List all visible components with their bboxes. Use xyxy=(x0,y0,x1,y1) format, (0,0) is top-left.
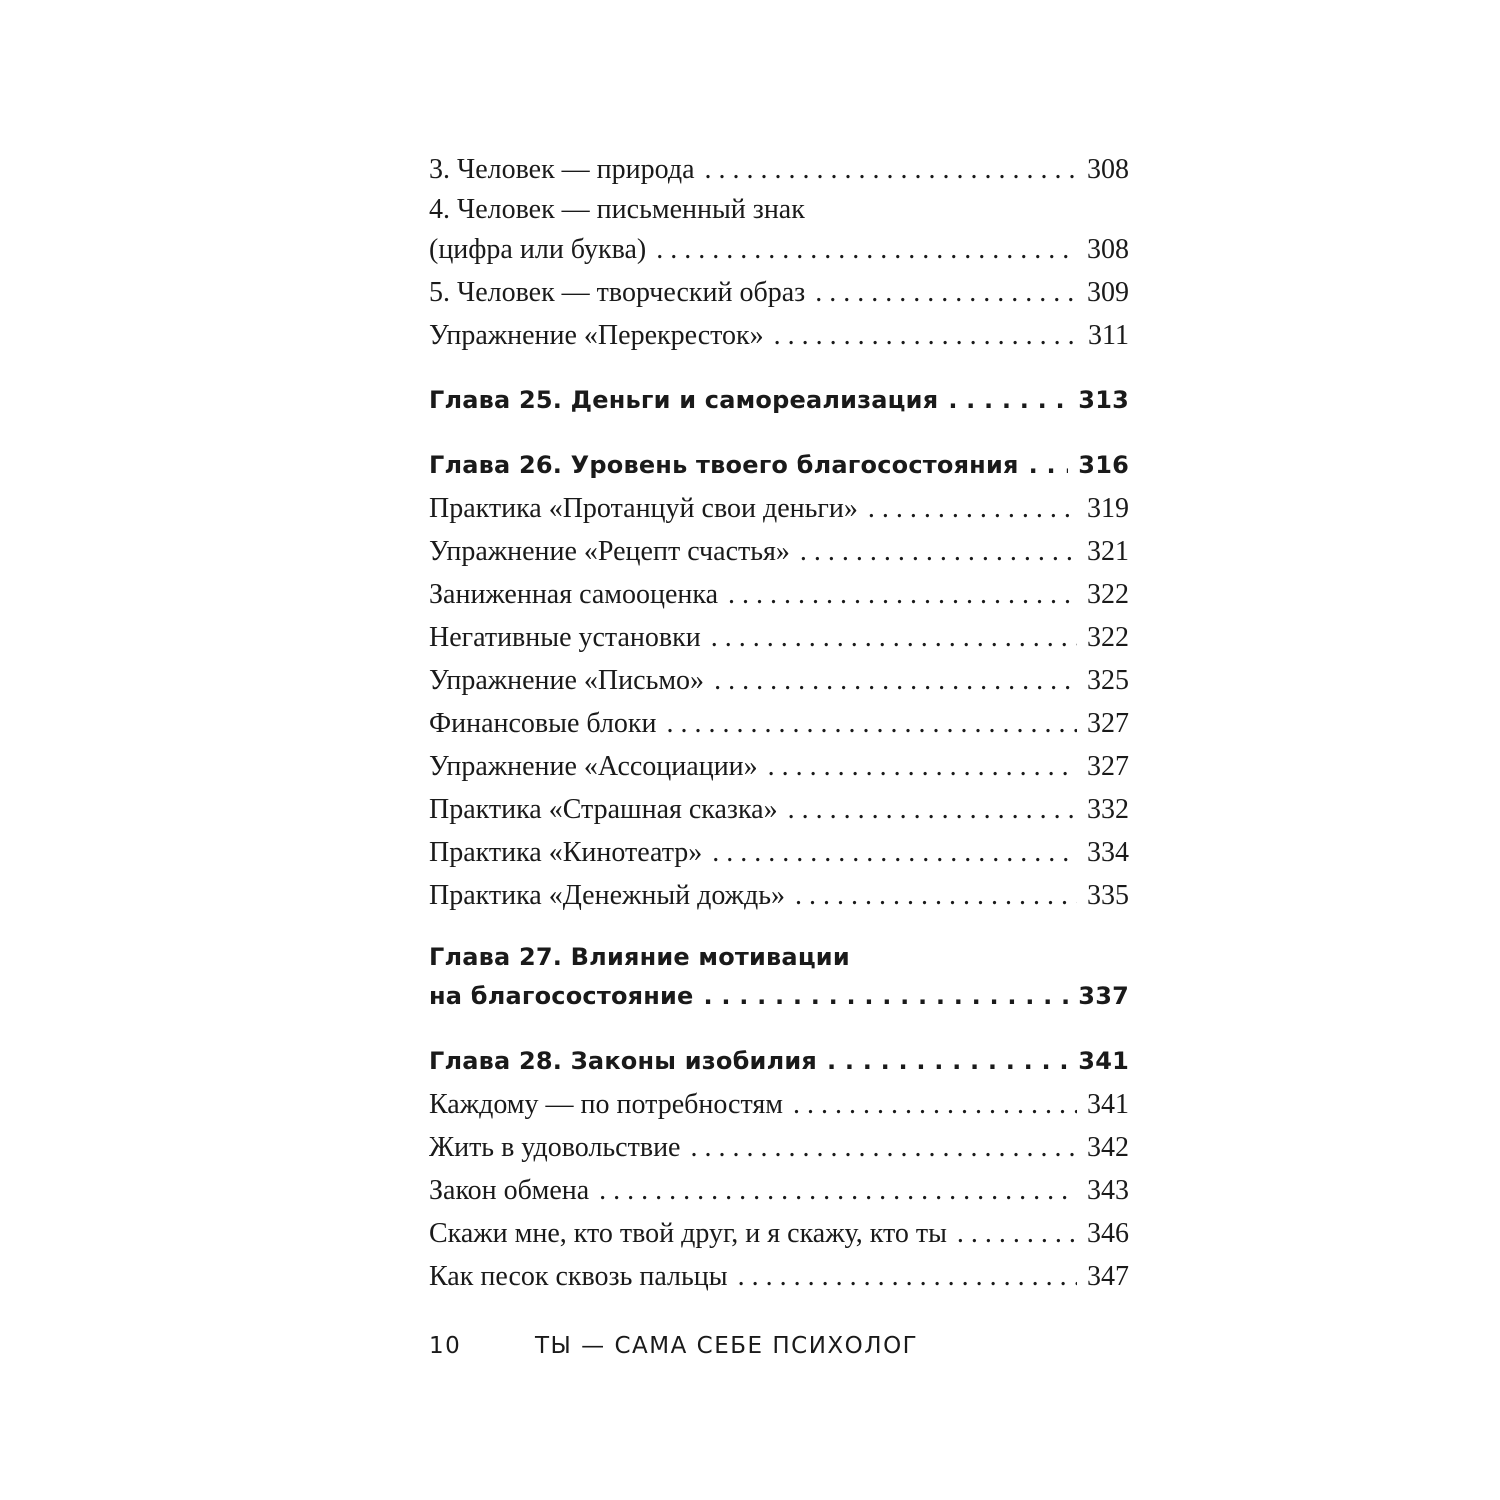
leader-dots xyxy=(656,228,1077,271)
running-title: ТЫ — САМА СЕБЕ ПСИХОЛОГ xyxy=(535,1333,919,1359)
spacer xyxy=(429,422,1129,444)
leader-dots xyxy=(690,1126,1077,1169)
toc-entry[interactable]: Как песок сквозь пальцы . . . 347 xyxy=(429,1255,1129,1298)
leader-dots xyxy=(738,1255,1077,1298)
toc-chapter-27-line2[interactable]: на благосостояние . . . 337 xyxy=(429,975,1129,1018)
leader-dots xyxy=(768,745,1077,788)
leader-dots xyxy=(868,487,1077,530)
toc-entry-line1[interactable]: 4. Человек — письменный знак xyxy=(429,194,805,225)
toc-entry[interactable]: 3. Человек — природа . . . 308 xyxy=(429,148,1129,191)
leader-dots xyxy=(1029,444,1069,487)
leader-dots xyxy=(599,1169,1077,1212)
toc-entry[interactable]: Упражнение «Письмо» . . . 325 xyxy=(429,659,1129,702)
leader-dots xyxy=(815,271,1077,314)
leader-dots xyxy=(711,616,1077,659)
toc-entry[interactable]: Скажи мне, кто твой друг, и я скажу, кто ты . . . 346 xyxy=(429,1212,1129,1255)
leader-dots xyxy=(793,1083,1077,1126)
toc-entry[interactable]: Практика «Протанцуй свои деньги» . . . 319 xyxy=(429,487,1129,530)
toc-entry[interactable]: 5. Человек — творческий образ . . . 309 xyxy=(429,271,1129,314)
leader-dots xyxy=(774,314,1078,357)
toc-entry[interactable]: Упражнение «Перекресток» . . . 311 xyxy=(429,314,1129,357)
page-footer xyxy=(429,1333,918,1359)
toc-entry[interactable]: Жить в удовольствие . . . 342 xyxy=(429,1126,1129,1169)
toc-entry[interactable]: Заниженная самооценка . . . 322 xyxy=(429,573,1129,616)
toc-chapter-27-line1[interactable]: Глава 27. Влияние мотивации xyxy=(429,943,850,971)
leader-dots xyxy=(800,530,1077,573)
leader-dots xyxy=(788,788,1077,831)
leader-dots xyxy=(705,148,1077,191)
toc-entry[interactable]: Каждому — по потребностям . . . 341 xyxy=(429,1083,1129,1126)
toc-chapter-28[interactable]: Глава 28. Законы изобилия . . . 341 xyxy=(429,1040,1129,1083)
leader-dots xyxy=(712,831,1077,874)
leader-dots xyxy=(795,874,1077,917)
leader-dots xyxy=(948,379,1068,422)
leader-dots xyxy=(827,1040,1068,1083)
table-of-contents xyxy=(429,148,1129,1298)
toc-entry[interactable]: Практика «Страшная сказка» . . . 332 xyxy=(429,788,1129,831)
toc-entry[interactable]: Финансовые блоки . . . 327 xyxy=(429,702,1129,745)
toc-entry[interactable]: Практика «Кинотеатр» . . . 334 xyxy=(429,831,1129,874)
toc-entry[interactable]: Практика «Денежный дождь» . . . 335 xyxy=(429,874,1129,917)
toc-chapter-25[interactable]: Глава 25. Деньги и самореализация . . . 313 xyxy=(429,379,1129,422)
toc-entry[interactable]: Упражнение «Ассоциации» . . . 327 xyxy=(429,745,1129,788)
spacer xyxy=(429,357,1129,379)
leader-dots xyxy=(704,975,1069,1018)
spacer xyxy=(429,1018,1129,1040)
leader-dots xyxy=(714,659,1077,702)
toc-entry[interactable]: Закон обмена . . . 343 xyxy=(429,1169,1129,1212)
toc-chapter-26[interactable]: Глава 26. Уровень твоего благосостояния . . . 316 xyxy=(429,444,1129,487)
toc-entry-line2[interactable]: (цифра или буква) . . . 308 xyxy=(429,228,1129,271)
leader-dots xyxy=(667,702,1078,745)
spacer xyxy=(429,917,1129,939)
toc-entry[interactable]: Негативные установки . . . 322 xyxy=(429,616,1129,659)
leader-dots xyxy=(728,573,1077,616)
leader-dots xyxy=(957,1212,1077,1255)
toc-entry[interactable]: Упражнение «Рецепт счастья» . . . 321 xyxy=(429,530,1129,573)
page-number: 10 xyxy=(429,1333,462,1359)
